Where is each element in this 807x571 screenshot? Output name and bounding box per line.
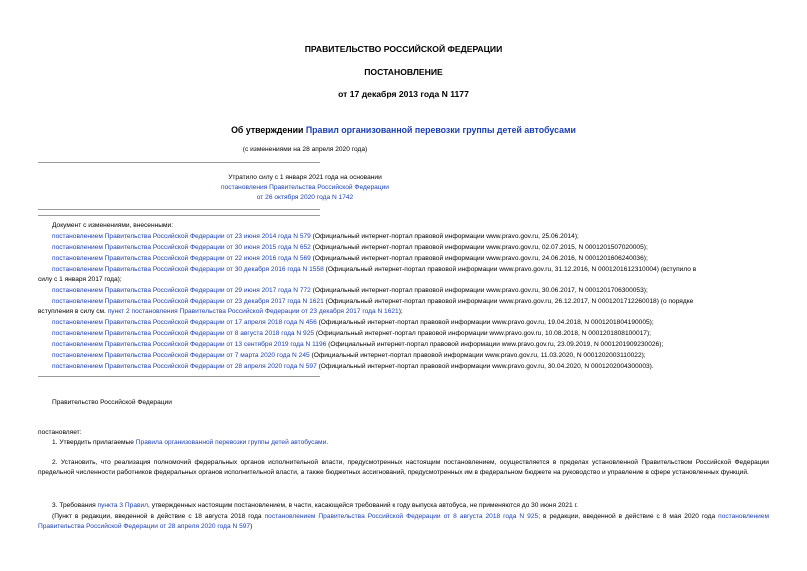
amendment-source: (Официальный интернет-портал правовой информации www.pravo.gov.ru, 25.06.2014); [310, 233, 579, 240]
amendment-continuation: силу с 1 января 2017 года); [38, 276, 122, 283]
amendment-link[interactable]: постановлением Правительства Российской Федерации от 29 июня 2017 года N 772 [52, 287, 311, 294]
revision-note-end: ) [250, 523, 253, 531]
amendment-source: (Официальный интернет-портал правовой информации www.pravo.gov.ru, 31.12.2016, N 0001201612310004) (вступило в [323, 266, 697, 273]
expired-decree-date-link[interactable]: от 26 октября 2020 года N 1742 [256, 194, 354, 201]
amendment-item [52, 298, 693, 305]
revision-note-text: ; в редакции, введенной в действие с 8 мая 2020 года [538, 513, 719, 520]
amendment-source: (Официальный интернет-портал правовой информации www.pravo.gov.ru, 23.09.2019, N 0001201909230026); [326, 341, 664, 348]
paragraph-3-text: 3. Требования [52, 502, 98, 509]
revision-link-2020[interactable]: постановлением Правительства Российской Федерации от 28 апреля 2020 года N 597 [38, 513, 769, 531]
paragraph-2: 2. Установить, что реализация полномочий федеральных органов исполнительной власти, предусмотренных настоящим постановлением, осуществляется в пределах установленной Правительством Российской Федерации предельной численности работников федеральных органов исполнительной власти, а также бюджетных ассигнований, предусмотренных им в федеральном бюджете на руководство и управление в сфере установленных функций. [38, 459, 769, 477]
paragraph-1-end: . [326, 439, 329, 446]
amendment-item [52, 352, 646, 359]
title-prefix: Об утверждении [231, 125, 306, 135]
rules-title-link[interactable]: Правил организованной перевозки группы детей автобусами [305, 125, 576, 135]
amendment-link[interactable]: постановлением Правительства Российской Федерации от 28 апреля 2020 года N 597 [52, 363, 317, 370]
document-title [0, 125, 807, 135]
government-heading: ПРАВИТЕЛЬСТВО РОССИЙСКОЙ ФЕДЕРАЦИИ [304, 44, 503, 54]
paragraph-3 [52, 502, 578, 509]
amendment-item [52, 287, 648, 294]
amendment-link[interactable]: постановлением Правительства Российской Федерации от 7 марта 2020 года N 245 [52, 352, 310, 359]
amendment-link[interactable]: постановлением Правительства Российской Федерации от 13 сентября 2019 года N 1196 [52, 341, 327, 348]
paragraph-1-text: 1. Утвердить прилагаемые [52, 439, 136, 446]
paragraph-1 [52, 439, 328, 446]
amendment-link[interactable]: постановлением Правительства Российской Федерации от 30 июня 2015 года N 652 [52, 244, 311, 251]
revision-note-text: (Пункт в редакции, введенной в действие с 18 августа 2018 года [52, 513, 265, 520]
amendment-continuation [38, 308, 403, 315]
decrees-word: постановляет: [38, 429, 82, 436]
amendment-item [52, 363, 654, 370]
amendments-intro: Документ с изменениями, внесенными: [52, 222, 174, 229]
divider [38, 376, 320, 377]
divider [38, 215, 320, 216]
continuation-end: ); [398, 308, 403, 315]
amendment-source: (Официальный интернет-портал правовой информации www.pravo.gov.ru, 19.04.2018, N 0001201804190005); [316, 319, 654, 326]
expired-notice-text: Утратило силу с 1 января 2021 года на основании [228, 174, 382, 181]
amendment-item [52, 244, 648, 251]
amendment-item [52, 341, 663, 348]
amendment-link[interactable]: постановлением Правительства Российской Федерации от 23 декабря 2017 года N 1621 [52, 298, 324, 305]
rules-link[interactable]: Правила организованной перевозки группы детей автобусами [135, 439, 327, 446]
amendment-source: (Официальный интернет-портал правовой информации www.pravo.gov.ru, 24.06.2016, N 0001201606240036); [310, 255, 648, 262]
amendment-item [52, 266, 696, 273]
document-type-heading: ПОСТАНОВЛЕНИЕ [364, 67, 443, 77]
amendment-source: (Официальный интернет-портал правовой информации www.pravo.gov.ru, 30.06.2017, N 0001201706300053); [310, 287, 648, 294]
paragraph-3-revision-note [38, 512, 769, 532]
amendment-item [52, 330, 651, 337]
continuation-text: вступления в силу см. [38, 308, 108, 315]
amendment-source: (Официальный интернет-портал правовой информации www.pravo.gov.ru, 30.04.2020, N 0001202004300003). [316, 363, 654, 370]
amendment-link[interactable]: постановлением Правительства Российской Федерации от 8 августа 2018 года N 925 [52, 330, 315, 337]
amendment-link[interactable]: постановлением Правительства Российской Федерации от 30 декабря 2016 года N 1558 [52, 266, 324, 273]
amendment-item [52, 319, 654, 326]
revision-link-2018[interactable]: постановлением Правительства Российской Федерации от 8 августа 2018 года N 925 [264, 513, 539, 520]
document-date-number: от 17 декабря 2013 года N 1177 [338, 89, 469, 99]
amendment-link[interactable]: постановлением Правительства Российской Федерации от 23 июня 2014 года N 579 [52, 233, 311, 240]
amendment-source: (Официальный интернет-портал правовой информации www.pravo.gov.ru, 02.07.2015, N 0001201507020005); [310, 244, 648, 251]
divider [38, 162, 320, 163]
amendment-item [52, 233, 579, 240]
expired-decree-link[interactable]: постановления Правительства Российской Федерации [221, 184, 389, 191]
issuing-authority: Правительство Российской Федерации [52, 399, 172, 406]
amendment-source: (Официальный интернет-портал правовой информации www.pravo.gov.ru, 26.12.2017, N 0001201712260018) (о порядке [323, 298, 694, 305]
entry-into-force-link[interactable]: пункт 2 постановления Правительства Российской Федерации от 23 декабря 2017 года N 1621 [107, 308, 399, 315]
amendment-link[interactable]: постановлением Правительства Российской Федерации от 22 июня 2016 года N 569 [52, 255, 311, 262]
changes-note: (с изменениями на 28 апреля 2020 года) [242, 146, 368, 153]
divider [38, 209, 320, 210]
amendment-source: (Официальный интернет-портал правовой информации www.pravo.gov.ru, 11.03.2020, N 0001202003110022); [309, 352, 646, 359]
rules-clause-3-link[interactable]: пункта 3 Правил [97, 502, 149, 509]
paragraph-3-rest: , утвержденных настоящим постановлением, в части, касающейся требований к году выпуска автобуса, не применяются до 30 июня 2021 г. [148, 502, 578, 509]
amendment-link[interactable]: постановлением Правительства Российской Федерации от 17 апреля 2018 года N 456 [52, 319, 317, 326]
amendment-source: (Официальный интернет-портал правовой информации www.pravo.gov.ru, 10.08.2018, N 0001201808100017); [314, 330, 651, 337]
amendment-item [52, 255, 648, 262]
